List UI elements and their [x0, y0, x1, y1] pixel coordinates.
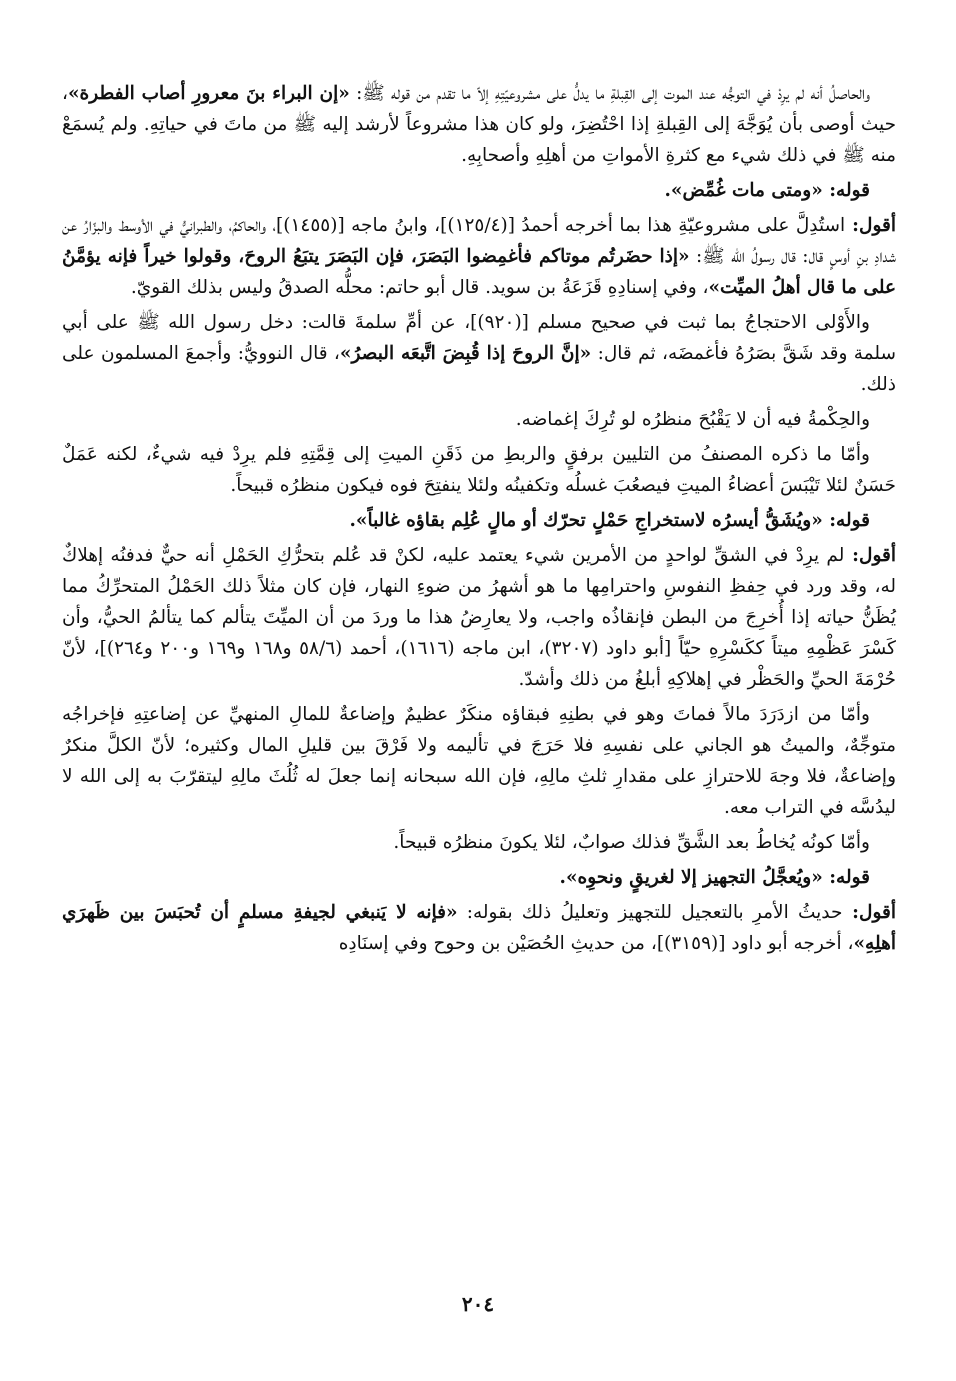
text-run: والأَوْلى الاحتجاجُ بما ثبت في صحيح مسلم [(٩٢٠)]، عن أمِّ سلمةَ قالت: دخل رسول الله ﷺ على أبي سلمة وقد شَقَّ بصَرُهُ فأغمضَه، ثم قال:: [62, 312, 897, 364]
text-run: ، وفي إسنادِهِ قَزَعَةُ بن سويد. قال أبو حاتم: محلُّه الصدقُ وليس بذلك القويّ.: [130, 277, 709, 298]
document-body: [62, 78, 896, 963]
bold-text-run: «فإنه لا يَنبغي لجيفةِ مسلمٍ أن تُحبَسَ بين ظَهرَي أهلِهِ»: [62, 902, 896, 954]
paragraph: [62, 210, 896, 303]
text-run: ، حيث أوصى بأن يُوَجَّهَ إلى القِبلةِ إذا احْتُضِرَ، ولو كان هذا مشروعاً لأرشد إليه ﷺ من ماتَ في حياتِهِ. ولم يُسمَعْ منه ﷺ في ذلك شيء مع كثرةِ الأمواتِ من أهلِهِ وأصحابِهِ.: [62, 83, 896, 166]
text-run: وأمّا كونُه يُخاطُ بعد الشَّقِّ فذلك صوابٌ، لئلا يكونَ منظرُه قبيحاً.: [393, 832, 870, 853]
text-run: ، أخرجه أبو داود [(٣١٥٩)]، من حديثِ الحُصَيْن بن وحوح وفي إسنَادِه: [338, 933, 854, 954]
bold-text-run: أقول:: [842, 902, 896, 923]
paragraph: [62, 827, 896, 858]
text-run: حديثُ الأمرِ بالتعجيل للتجهيز وتعليلُ ذلك بقوله:: [457, 902, 843, 923]
paragraph: [62, 78, 896, 171]
text-run: والحاصلُ أنه لم يرِدْ في التوجُّه عند الموت إلى القِبلةِ ما يدلُّ على مشروعيّتِهِ إلاّ ما تقدم من قوله ﷺ:: [349, 83, 871, 104]
paragraph: [62, 699, 896, 823]
paragraph: [62, 505, 896, 536]
paragraph: [62, 862, 896, 893]
bold-text-run: «ويُعجَّلُ التجهيز إلا لغريقٍ ونحوِه».: [559, 867, 823, 888]
text-run: وأمّا ما ذكره المصنفُ من التليين برفقٍ والربطِ من ذَقَنِ الميتِ إلى قِمَّتِهِ فلم يرِدْ فيه شيءٌ، لكنه عَمَلٌ حَسَنٌ لئلا تَيْبَسَ أعضاءُ الميتِ فيصعُبَ غسلُه وتكفينُه ولئلا ينفتِحَ فوه فيكون منظرُه قبيحاً.: [62, 444, 896, 496]
bold-text-run: «ويُشَقُّ أيسرُه لاستخراجِ حَمْلٍ تحرّك أو مالٍ عُلِم بقاؤه غالباً».: [349, 510, 823, 531]
bold-text-run: أقول:: [844, 545, 896, 566]
paragraph: [62, 175, 896, 206]
page-number: ٢٠٤: [461, 1292, 495, 1316]
paragraph: [62, 307, 896, 400]
bold-text-run: «إنَّ الروحَ إذا قُبِضَ اتَّبعَه البصرُ»: [339, 343, 592, 364]
paragraph: [62, 540, 896, 695]
text-run: لم يرِدْ في الشقِّ لواحدٍ من الأمرين شيء يعتمد عليه، لكنْ قد عُلم بتحرُّكِ الحَمْلِ أنه حيٌّ فدفنُه إهلاكٌ له، وقد ورد في حِفظِ النفوسِ واحترامِها ما هو أشهرُ من ضوءِ النهار، فإن كان مثلاً ذلك الحَمْلُ المتحرِّكُ مما يُظَنُّ حياته إذا أُخرِجَ من البطن فإنقاذُه واجب، ولا يعارِضُ هذا ما وردَ من أن الميِّتَ يتألم كما يتألمُ الحيُّ، وأن كَسْرَ عَظْمِهِ ميتاً ككَسْرِهِ حيّاً [أبو داود (٣٢٠٧)، ابن ماجه (١٦١٦)، أحمد (٥٨/٦ و١٦٨ و١٦٩ و٢٠٠ و٢٦٤)]، لأنّ حُرْمَةَ الحيِّ والحَظْر في إهلاكِهِ أبلغُ من ذلك وأشدّ.: [62, 545, 896, 690]
paragraph: [62, 439, 896, 501]
paragraph: [62, 897, 896, 959]
paragraph: [62, 404, 896, 435]
bold-text-run: أقول:: [845, 215, 896, 236]
bold-text-run: قوله: «ومتى مات غُمِّض».: [664, 180, 870, 201]
bold-text-run: «إن البراء بنَ معرورِ أصاب الفطرة»: [67, 83, 350, 104]
bold-text-run: «إذا حضَرتُم موتاكم فأغمِضوا البَصَرَ، فإن البَصَرَ يتبَعُ الروحَ، وقولوا خيراً فإنه يؤمَّنُ على ما قال أهلُ الميِّت»: [62, 246, 896, 298]
text-run: والحِكْمةُ فيه أن لا يَقْبُحَ منظرُه لو تُرِكَ إغماضه.: [515, 409, 870, 430]
text-run: ، قال النوويُّ: وأجمعَ المسلمون على ذلك.: [62, 343, 896, 395]
bold-text-run: قوله:: [822, 867, 870, 888]
bold-text-run: قوله:: [822, 510, 870, 531]
text-run: استُدِلَّ على مشروعيّةِ هذا بما أخرجه أحمدُ [(١٢٥/٤)]، وابنُ ماجه [(١٤٥٥)]، والحاكمُ، والطبرانيُّ في الأوسط والبزّارُ عن شدادِ بنِ أوسٍ قال: قال رسولُ الله ﷺ:: [62, 215, 896, 267]
text-run: وأمّا من ازدَرَدَ مالاً فماتَ وهو في بطنِهِ فبقاؤه منكَرٌ عظيمٌ وإضاعةٌ للمالِ المنهيِّ عن إضاعتِهِ فإخراجُه متوجِّهٌ، والميتُ هو الجاني على نفسِهِ فلا حَرَجَ في تأليمه ولا فَرْقَ بين قليلِ المال وكثيره؛ لأنّ الكلَّ منكرٌ وإضاعةٌ، فلا وجهَ للاحترازِ على مقدارِ ثلثِ مالِهِ، فإن الله سبحانه إنما جعلَ له ثُلُثَ مالِهِ ليتقرّبَ به إلى الله لا ليدُسَّه في التراب معه.: [62, 704, 896, 818]
